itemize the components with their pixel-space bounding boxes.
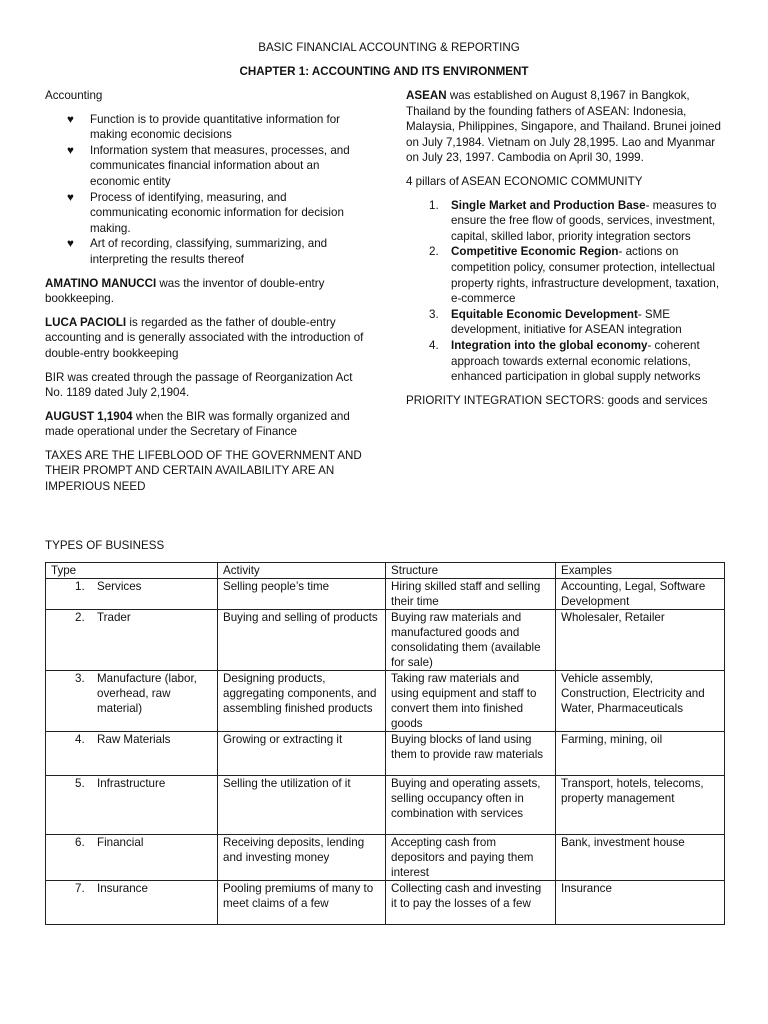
structure-cell: Hiring skilled staff and selling their time: [386, 579, 556, 610]
list-item-text: Art of recording, classifying, summarizing, and interpreting the results thereof: [90, 237, 328, 266]
type-text: Infrastructure: [97, 777, 166, 790]
heart-bullet-icon: ♥: [67, 190, 74, 204]
pillar-title: Integration into the global economy: [451, 338, 648, 352]
manucci-name: AMATINO MANUCCI: [45, 276, 157, 290]
structure-cell: Buying and operating assets, selling occupancy often in combination with services: [386, 776, 556, 835]
list-item: [67, 236, 365, 267]
list-item: [429, 307, 731, 338]
table-row: [46, 579, 725, 610]
examples-cell: Vehicle assembly, Construction, Electricity and Water, Pharmaceuticals: [556, 671, 725, 732]
bir-created-paragraph: BIR was created through the passage of Reorganization Act No. 1189 dated July 2,1904.: [45, 370, 353, 400]
asean-paragraph: [406, 88, 731, 166]
list-item: [67, 190, 365, 237]
type-cell: [46, 579, 218, 610]
pillar-title: Equitable Economic Development: [451, 307, 638, 321]
row-number: 2.: [75, 611, 85, 624]
pacioli-name: LUCA PACIOLI: [45, 315, 127, 329]
table-row: [46, 671, 725, 732]
bir-date-text: when the BIR was formally organized and made operational under the Secretary of Finance: [45, 409, 350, 439]
manucci-text: was the inventor of double-entry bookkeeping.: [45, 276, 325, 306]
activity-cell: Pooling premiums of many to meet claims of a few: [218, 881, 386, 925]
row-number: 4.: [75, 733, 85, 746]
table-row: [46, 732, 725, 776]
asean-name: ASEAN: [406, 89, 447, 102]
list-item: [429, 338, 731, 385]
column-header-type: Type: [46, 563, 218, 579]
structure-cell: Buying raw materials and manufactured goods and consolidating them (available for sale): [386, 610, 556, 671]
heart-bullet-icon: ♥: [67, 143, 74, 157]
list-item: [429, 244, 731, 306]
list-number: 2.: [429, 245, 439, 259]
table-row: [46, 835, 725, 881]
priority-paragraph: PRIORITY INTEGRATION SECTORS: goods and services: [406, 393, 708, 407]
table-header-row: [46, 563, 725, 579]
accounting-list: [45, 112, 365, 268]
pillars-heading: 4 pillars of ASEAN ECONOMIC COMMUNITY: [406, 174, 643, 188]
list-number: 1.: [429, 198, 439, 212]
pillar-text: - actions on competition policy, consumer protection, intellectual property rights, infrastructure development, taxation, e-commerce: [451, 245, 720, 306]
type-text: Raw Materials: [97, 733, 171, 746]
examples-cell: Wholesaler, Retailer: [556, 610, 725, 671]
table-row: [46, 776, 725, 835]
examples-cell: Bank, investment house: [556, 835, 725, 881]
list-number: 4.: [429, 338, 439, 352]
list-item-text: Function is to provide quantitative information for making economic decisions: [90, 112, 341, 142]
type-cell: [46, 671, 218, 732]
structure-cell: Collecting cash and investing it to pay the losses of a few: [386, 881, 556, 925]
activity-cell: Buying and selling of products: [218, 610, 386, 671]
heart-bullet-icon: ♥: [67, 112, 74, 126]
examples-cell: Accounting, Legal, Software Development: [556, 579, 725, 610]
structure-cell: Taking raw materials and using equipment and staff to convert them into finished goods: [386, 671, 556, 732]
page-title: BASIC FINANCIAL ACCOUNTING & REPORTING: [258, 41, 520, 54]
type-text: Trader: [97, 611, 131, 624]
types-of-business-heading: TYPES OF BUSINESS: [45, 539, 165, 552]
type-cell: [46, 881, 218, 925]
column-header-activity: Activity: [218, 563, 386, 579]
table-row: [46, 881, 725, 925]
type-text: Financial: [97, 836, 144, 849]
business-types-table: [45, 562, 725, 925]
type-cell: [46, 776, 218, 835]
activity-cell: Selling people’s time: [218, 579, 386, 610]
list-item: [429, 198, 731, 245]
type-cell: [46, 732, 218, 776]
activity-cell: Selling the utilization of it: [218, 776, 386, 835]
examples-cell: Insurance: [556, 881, 725, 925]
type-text: Services: [97, 580, 142, 593]
pillar-text: - measures to ensure the free flow of goods, services, investment, capital, skilled labor, priority integration sectors: [451, 198, 717, 243]
type-cell: [46, 610, 218, 671]
heart-bullet-icon: ♥: [67, 237, 74, 251]
row-number: 7.: [75, 882, 85, 895]
list-item-text: Information system that measures, processes, and communicates financial information about an economic entity: [90, 143, 350, 188]
pillar-text: - SME development, initiative for ASEAN integration: [451, 307, 682, 337]
type-text: Manufacture (labor, overhead, raw material): [97, 672, 197, 715]
pacioli-paragraph: [45, 315, 365, 362]
row-number: 6.: [75, 836, 85, 849]
examples-cell: Farming, mining, oil: [556, 732, 725, 776]
pillar-text: - coherent approach towards external economic relations, enhanced participation in global supply networks: [451, 338, 701, 384]
structure-cell: Accepting cash from depositors and paying them interest: [386, 835, 556, 881]
bir-date-paragraph: [45, 409, 365, 440]
pillar-title: Single Market and Production Base: [451, 198, 646, 212]
column-header-structure: Structure: [386, 563, 556, 579]
type-cell: [46, 835, 218, 881]
structure-cell: Buying blocks of land using them to provide raw materials: [386, 732, 556, 776]
accounting-heading: Accounting: [45, 89, 103, 102]
list-item: [67, 112, 365, 143]
manucci-paragraph: [45, 276, 365, 307]
pacioli-text: is regarded as the father of double-entry accounting and is generally associated with the introduction of double-entry bookkeeping: [45, 315, 364, 360]
type-text: Insurance: [97, 882, 148, 895]
row-number: 3.: [75, 672, 85, 685]
asean-text: was established on August 8,1967 in Bangkok, Thailand by the founding fathers of ASEAN: Indonesia, Malaysia, Philippines, Singapore, and Thailand. Brunei joined on July 7,1984. Vietnam on July 28,1995. Lao and Myanmar on July 23, 1997. Cambodia on April 30, 1999.: [406, 89, 721, 165]
chapter-title: CHAPTER 1: ACCOUNTING AND ITS ENVIRONMENT: [239, 65, 529, 78]
column-header-examples: Examples: [556, 563, 725, 579]
pillar-title: Competitive Economic Region: [451, 245, 619, 259]
row-number: 5.: [75, 777, 85, 790]
taxes-paragraph: TAXES ARE THE LIFEBLOOD OF THE GOVERNMENT AND THEIR PROMPT AND CERTAIN AVAILABILITY ARE AN IMPERIOUS NEED: [45, 448, 362, 494]
row-number: 1.: [75, 580, 85, 593]
activity-cell: Designing products, aggregating components, and assembling finished products: [218, 671, 386, 732]
bir-date: AUGUST 1,1904: [45, 409, 133, 423]
list-item-text: Process of identifying, measuring, and communicating economic information for decision making.: [90, 190, 344, 235]
list-item: [67, 143, 365, 190]
examples-cell: Transport, hotels, telecoms, property management: [556, 776, 725, 835]
activity-cell: Receiving deposits, lending and investing money: [218, 835, 386, 881]
pillars-list: [406, 198, 731, 385]
right-column: [406, 88, 731, 416]
list-number: 3.: [429, 307, 439, 321]
activity-cell: Growing or extracting it: [218, 732, 386, 776]
left-column: [45, 88, 365, 503]
table-row: [46, 610, 725, 671]
